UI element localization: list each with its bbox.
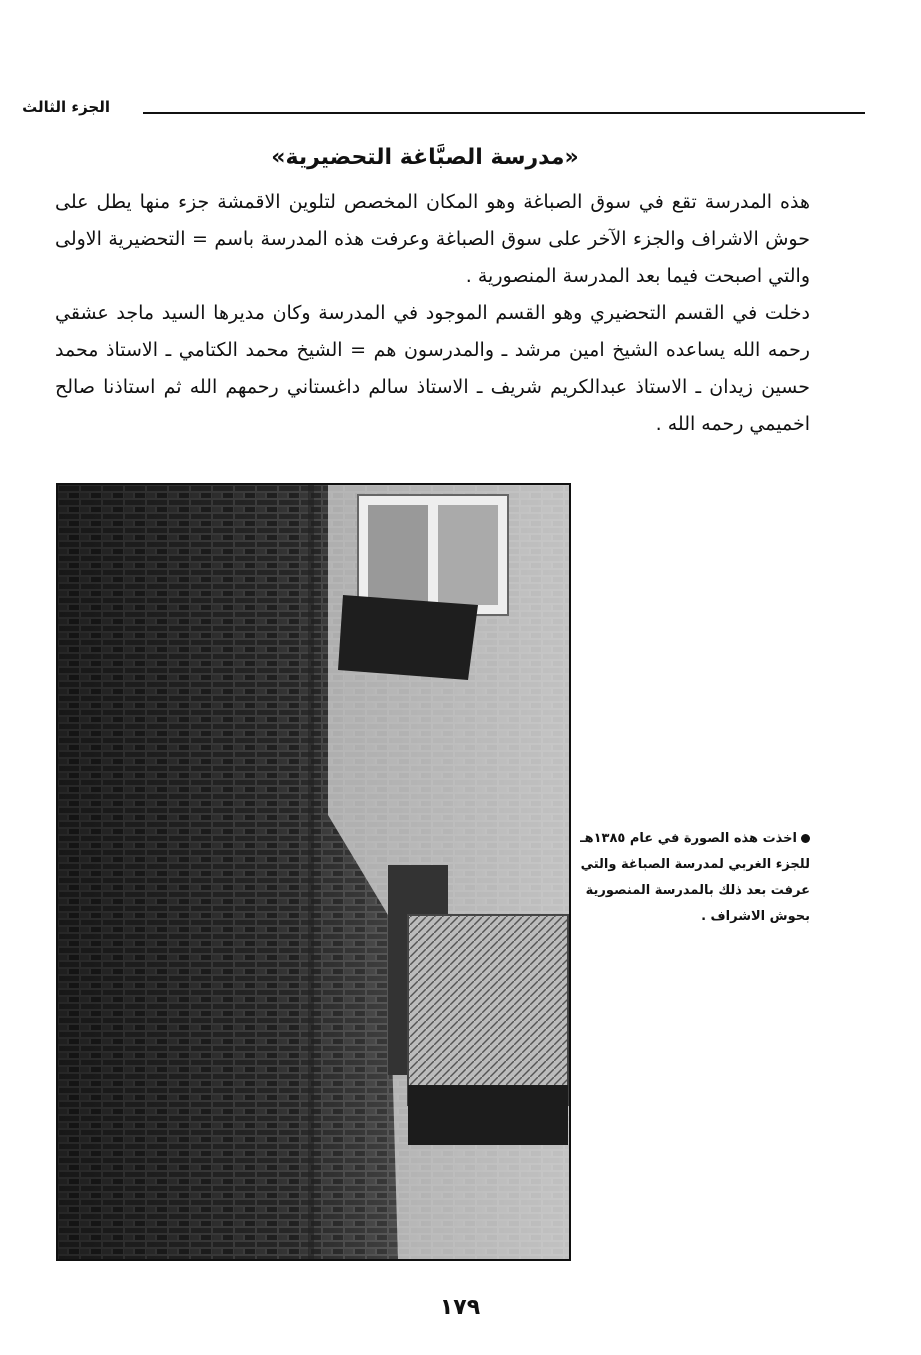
caption-text: اخذت هذه الصورة في عام ١٣٨٥هـ للجزء الغربي لمدرسة الصباغة والتي عرفت بعد ذلك بالمدرسة المنصورية بحوش الاشراف . xyxy=(580,831,810,924)
bullet-icon xyxy=(801,834,810,843)
header-rule xyxy=(55,112,865,114)
building-photo-image xyxy=(58,485,569,1259)
page-number: ١٧٩ xyxy=(439,1295,481,1320)
page-header xyxy=(22,98,865,124)
part-label: الجزء الثالث xyxy=(22,98,110,116)
paragraph-2: دخلت في القسم التحضيري وهو القسم الموجود في المدرسة وكان مديرها السيد ماجد عشقي رحمه الله يساعده الشيخ امين مرشد ـ والمدرسون هم = الشيخ محمد الكتامي ـ الاستاذ محمد حسين زيدان ـ الاستاذ عبدالكريم شريف ـ الاستاذ سالم داغستاني رحمهم الله ثم استاذنا صالح اخميمي رحمه الله . xyxy=(55,302,810,435)
section-title: «مدرسة الصبَّاغة التحضيرية» xyxy=(271,145,579,170)
paragraph-1: هذه المدرسة تقع في سوق الصباغة وهو المكان المخصص لتلوين الاقمشة جزء منها يطل على حوش الاشراف والجزء الآخر على سوق الصباغة وعرفت هذه المدرسة باسم = التحضيرية الاولى والتي اصبحت فيما بعد المدرسة المنصورية . xyxy=(55,191,810,287)
photo-caption xyxy=(578,826,810,930)
building-photo xyxy=(56,483,571,1261)
body-text xyxy=(55,184,810,443)
